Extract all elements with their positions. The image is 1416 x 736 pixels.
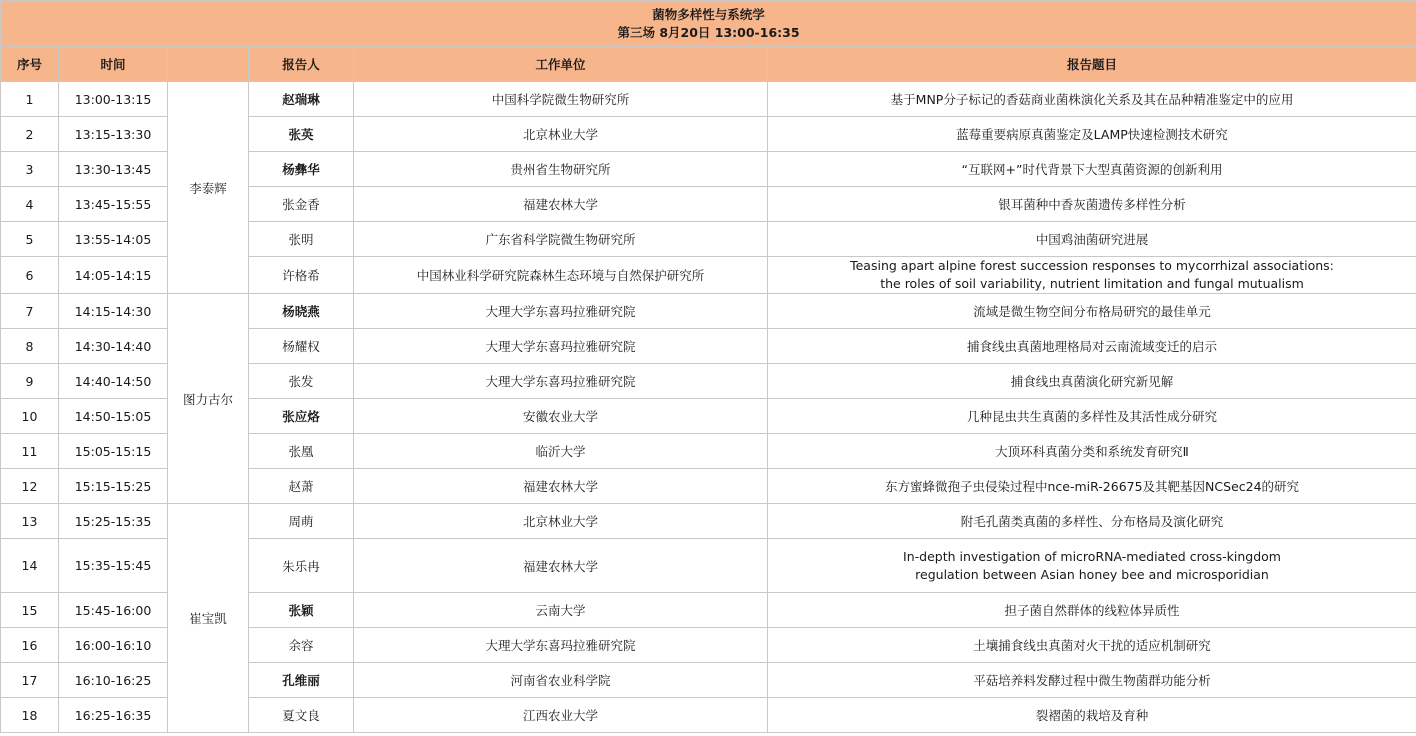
chair-name: 李泰辉 bbox=[168, 82, 249, 294]
row-time: 15:45-16:00 bbox=[59, 593, 168, 628]
session-banner bbox=[1, 1, 1416, 47]
table-row bbox=[1, 294, 1416, 329]
row-number: 12 bbox=[1, 469, 59, 504]
talk-topic: 土壤捕食线虫真菌对火干扰的适应机制研究 bbox=[768, 628, 1416, 663]
row-time: 16:25-16:35 bbox=[59, 698, 168, 733]
row-time: 13:55-14:05 bbox=[59, 222, 168, 257]
talk-topic-line-1: Teasing apart alpine forest succession responses to mycorrhizal associations: bbox=[850, 258, 1334, 273]
row-time: 15:25-15:35 bbox=[59, 504, 168, 539]
speaker-name: 赵瑞琳 bbox=[249, 82, 354, 117]
affiliation: 河南省农业科学院 bbox=[354, 663, 768, 698]
speaker-name: 杨耀权 bbox=[249, 329, 354, 364]
talk-topic: 担子菌自然群体的线粒体异质性 bbox=[768, 593, 1416, 628]
talk-topic bbox=[768, 257, 1416, 294]
speaker-name: 赵萧 bbox=[249, 469, 354, 504]
affiliation: 大理大学东喜玛拉雅研究院 bbox=[354, 329, 768, 364]
speaker-name: 杨彝华 bbox=[249, 152, 354, 187]
row-time: 14:40-14:50 bbox=[59, 364, 168, 399]
affiliation: 临沂大学 bbox=[354, 434, 768, 469]
talk-topic: “互联网+”时代背景下大型真菌资源的创新利用 bbox=[768, 152, 1416, 187]
row-number: 14 bbox=[1, 539, 59, 593]
table-row bbox=[1, 504, 1416, 539]
row-number: 18 bbox=[1, 698, 59, 733]
row-number: 11 bbox=[1, 434, 59, 469]
row-number: 17 bbox=[1, 663, 59, 698]
row-number: 13 bbox=[1, 504, 59, 539]
row-number: 7 bbox=[1, 294, 59, 329]
talk-topic bbox=[768, 539, 1416, 593]
header-row bbox=[1, 47, 1416, 82]
affiliation: 北京林业大学 bbox=[354, 117, 768, 152]
row-time: 13:30-13:45 bbox=[59, 152, 168, 187]
speaker-name: 孔维丽 bbox=[249, 663, 354, 698]
row-number: 3 bbox=[1, 152, 59, 187]
row-time: 13:15-13:30 bbox=[59, 117, 168, 152]
talk-topic: 大顶环科真菌分类和系统发育研究Ⅱ bbox=[768, 434, 1416, 469]
affiliation: 贵州省生物研究所 bbox=[354, 152, 768, 187]
affiliation: 广东省科学院微生物研究所 bbox=[354, 222, 768, 257]
talk-topic: 捕食线虫真菌演化研究新见解 bbox=[768, 364, 1416, 399]
talk-topic: 平菇培养料发酵过程中微生物菌群功能分析 bbox=[768, 663, 1416, 698]
col-header-topic: 报告题目 bbox=[768, 47, 1416, 82]
row-number: 4 bbox=[1, 187, 59, 222]
talk-topic-line-1: In-depth investigation of microRNA-mediated cross-kingdom bbox=[903, 548, 1281, 564]
speaker-name: 张颖 bbox=[249, 593, 354, 628]
speaker-name: 余容 bbox=[249, 628, 354, 663]
row-time: 16:10-16:25 bbox=[59, 663, 168, 698]
row-time: 15:15-15:25 bbox=[59, 469, 168, 504]
row-number: 9 bbox=[1, 364, 59, 399]
row-time: 14:05-14:15 bbox=[59, 257, 168, 294]
row-number: 5 bbox=[1, 222, 59, 257]
row-number: 1 bbox=[1, 82, 59, 117]
speaker-name: 张凰 bbox=[249, 434, 354, 469]
talk-topic: 几种昆虫共生真菌的多样性及其活性成分研究 bbox=[768, 399, 1416, 434]
talk-topic: 中国鸡油菌研究进展 bbox=[768, 222, 1416, 257]
affiliation: 大理大学东喜玛拉雅研究院 bbox=[354, 294, 768, 329]
speaker-name: 许格希 bbox=[249, 257, 354, 294]
session-title: 菌物多样性与系统学 bbox=[652, 6, 765, 22]
affiliation: 福建农林大学 bbox=[354, 187, 768, 222]
row-time: 13:00-13:15 bbox=[59, 82, 168, 117]
talk-topic: 流域是微生物空间分布格局研究的最佳单元 bbox=[768, 294, 1416, 329]
affiliation: 北京林业大学 bbox=[354, 504, 768, 539]
chair-name: 图力古尔 bbox=[168, 294, 249, 504]
col-header-chair bbox=[168, 47, 249, 82]
speaker-name: 张发 bbox=[249, 364, 354, 399]
table-row bbox=[1, 82, 1416, 117]
talk-topic: 东方蜜蜂微孢子虫侵染过程中nce-miR-26675及其靶基因NCSec24的研究 bbox=[768, 469, 1416, 504]
speaker-name: 张应烙 bbox=[249, 399, 354, 434]
row-number: 6 bbox=[1, 257, 59, 294]
row-time: 15:35-15:45 bbox=[59, 539, 168, 593]
talk-topic: 裂褶菌的栽培及育种 bbox=[768, 698, 1416, 733]
affiliation: 安徽农业大学 bbox=[354, 399, 768, 434]
talk-topic: 基于MNP分子标记的香菇商业菌株演化关系及其在品种精准鉴定中的应用 bbox=[768, 82, 1416, 117]
row-time: 15:05-15:15 bbox=[59, 434, 168, 469]
talk-topic-line-2: the roles of soil variability, nutrient limitation and fungal mutualism bbox=[880, 276, 1304, 291]
col-header-time: 时间 bbox=[59, 47, 168, 82]
row-number: 2 bbox=[1, 117, 59, 152]
speaker-name: 张金香 bbox=[249, 187, 354, 222]
affiliation: 江西农业大学 bbox=[354, 698, 768, 733]
col-header-no: 序号 bbox=[1, 47, 59, 82]
banner-row bbox=[1, 1, 1416, 47]
row-time: 16:00-16:10 bbox=[59, 628, 168, 663]
talk-topic: 附毛孔菌类真菌的多样性、分布格局及演化研究 bbox=[768, 504, 1416, 539]
session-subtitle: 第三场 8月20日 13:00-16:35 bbox=[617, 24, 800, 40]
speaker-name: 周萌 bbox=[249, 504, 354, 539]
row-time: 13:45-15:55 bbox=[59, 187, 168, 222]
row-time: 14:15-14:30 bbox=[59, 294, 168, 329]
speaker-name: 朱乐冉 bbox=[249, 539, 354, 593]
affiliation: 福建农林大学 bbox=[354, 469, 768, 504]
schedule-body bbox=[1, 82, 1416, 733]
talk-topic: 捕食线虫真菌地理格局对云南流域变迁的启示 bbox=[768, 329, 1416, 364]
talk-topic: 银耳菌种中香灰菌遗传多样性分析 bbox=[768, 187, 1416, 222]
row-number: 8 bbox=[1, 329, 59, 364]
talk-topic-line-2: regulation between Asian honey bee and microsporidian bbox=[915, 566, 1269, 582]
talk-topic: 蓝莓重要病原真菌鉴定及LAMP快速检测技术研究 bbox=[768, 117, 1416, 152]
affiliation: 大理大学东喜玛拉雅研究院 bbox=[354, 628, 768, 663]
affiliation: 中国林业科学研究院森林生态环境与自然保护研究所 bbox=[354, 257, 768, 294]
affiliation: 中国科学院微生物研究所 bbox=[354, 82, 768, 117]
row-number: 10 bbox=[1, 399, 59, 434]
affiliation: 福建农林大学 bbox=[354, 539, 768, 593]
speaker-name: 张英 bbox=[249, 117, 354, 152]
chair-name: 崔宝凯 bbox=[168, 504, 249, 733]
row-number: 15 bbox=[1, 593, 59, 628]
row-time: 14:30-14:40 bbox=[59, 329, 168, 364]
row-time: 14:50-15:05 bbox=[59, 399, 168, 434]
affiliation: 云南大学 bbox=[354, 593, 768, 628]
col-header-speaker: 报告人 bbox=[249, 47, 354, 82]
affiliation: 大理大学东喜玛拉雅研究院 bbox=[354, 364, 768, 399]
speaker-name: 杨晓燕 bbox=[249, 294, 354, 329]
col-header-affiliation: 工作单位 bbox=[354, 47, 768, 82]
speaker-name: 张明 bbox=[249, 222, 354, 257]
speaker-name: 夏文良 bbox=[249, 698, 354, 733]
row-number: 16 bbox=[1, 628, 59, 663]
